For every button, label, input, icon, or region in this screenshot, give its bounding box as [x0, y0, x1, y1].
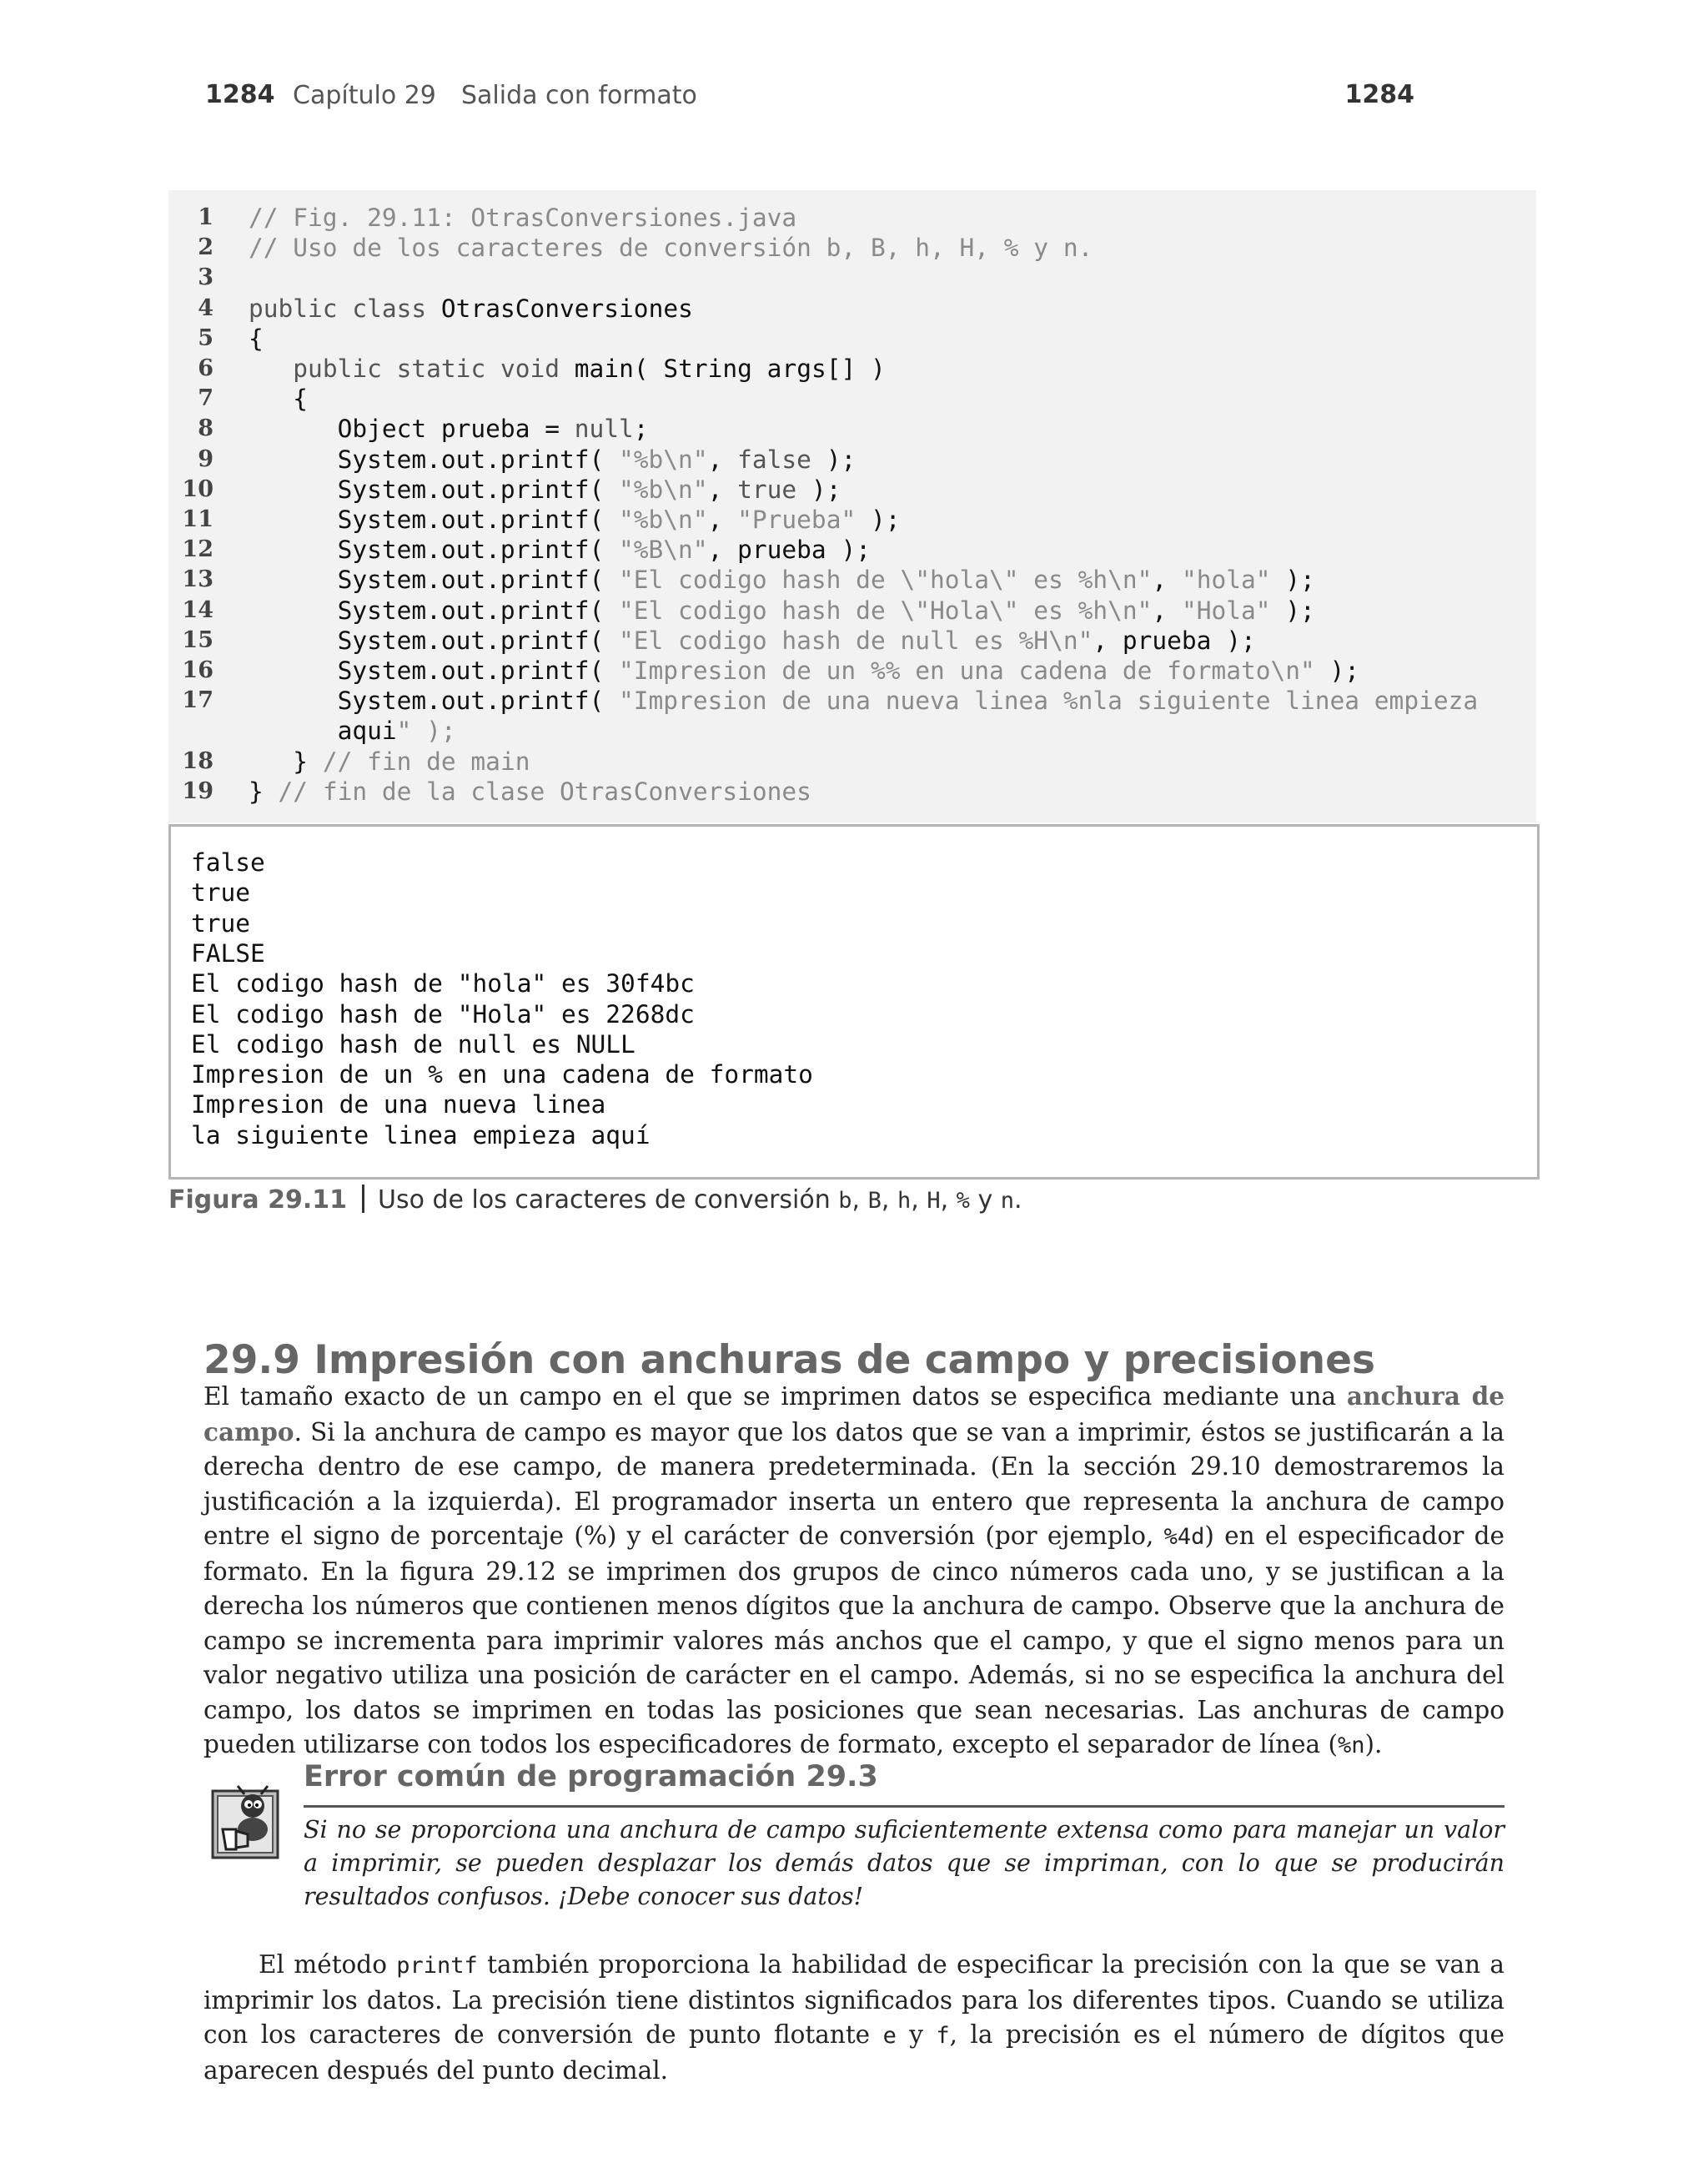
p2-code-printf: printf	[396, 1953, 478, 1979]
p2-text-a: El método	[259, 1950, 397, 1979]
code-text: System.out.printf( "El codigo hash de \"Hola\" es %h\n", "Hola" );	[249, 596, 1315, 625]
caption-period: .	[1014, 1185, 1022, 1215]
caption-text: Uso de los caracteres de conversión	[377, 1185, 839, 1215]
error-box-rule	[304, 1805, 1505, 1808]
code-text: System.out.printf( "El codigo hash de \"hola\" es %h\n", "hola" );	[249, 566, 1315, 595]
code-text: public static void main( String args[] )	[293, 355, 886, 383]
line-number: 14	[182, 596, 214, 623]
p2-code-e: e	[882, 2023, 897, 2049]
code-text: // Fig. 29.11: OtrasConversiones.java	[249, 204, 797, 232]
output-line: El codigo hash de "hola" es 30f4bc	[191, 969, 695, 998]
output-line: true	[191, 878, 251, 908]
code-listing	[168, 190, 1536, 822]
p2-text-b: también proporciona la habilidad de especificar la precisión con la que se van a imprimir los datos. La precisión tiene distintos significados para los diferentes tipos. Cuando se utiliza con los caracteres de conversión de punto flotante	[203, 1950, 1505, 2049]
error-box-title: Error común de programación 29.3	[304, 1760, 878, 1793]
bug-thumbs-down-icon	[211, 1783, 291, 1863]
output-line: true	[191, 908, 251, 938]
output-line: false	[191, 848, 265, 877]
caption-code-percent: %	[956, 1188, 970, 1214]
running-header	[205, 80, 1414, 120]
code-text: System.out.printf( "%b\n", "Prueba" );	[249, 506, 901, 534]
figure-caption: Figura 29.11 Uso de los caracteres de conversión b, B, h, H, % y n.	[168, 1185, 1022, 1215]
program-output	[168, 824, 1540, 1180]
code-text: public class OtrasConversiones	[249, 294, 693, 323]
line-number: 19	[182, 777, 214, 804]
line-number: 18	[182, 747, 214, 774]
code-text: {	[249, 385, 309, 414]
line-number: 7	[198, 385, 214, 412]
line-number: 3	[198, 264, 214, 291]
code-text: System.out.printf( "El codigo hash de null es %H\n", prueba );	[249, 626, 1256, 655]
p2-text-c: y	[896, 2020, 937, 2049]
code-text: } // fin de la clase OtrasConversiones	[249, 777, 811, 806]
line-number: 6	[198, 355, 214, 381]
line-number: 17	[182, 687, 214, 714]
line-number: 10	[182, 475, 214, 502]
caption-code-h: h	[897, 1188, 912, 1214]
term-field-width: anchura de campo	[203, 1381, 1505, 1446]
p1-code-4d: %4d	[1163, 1524, 1205, 1550]
error-box-text: Si no se proporciona una anchura de campo suficientemente extensa como para manejar un valor a imprimir, se pueden desplazar los demás datos que se impriman, con lo que se producirán resultados confusos. ¡Debe conocer sus datos!	[304, 1816, 1505, 1910]
code-text: System.out.printf( "%b\n", false );	[249, 445, 857, 474]
output-line: El codigo hash de null es NULL	[191, 1029, 635, 1059]
line-number: 8	[198, 415, 214, 442]
caption-separator	[362, 1185, 364, 1213]
page-number-right: 1284	[1344, 80, 1414, 109]
caption-y: y	[977, 1185, 993, 1215]
line-number: 13	[182, 566, 214, 593]
line-number: 4	[198, 294, 214, 321]
output-line: FALSE	[191, 938, 265, 968]
p1-text-c: ) en el especificador de formato. En la figura 29.12 se imprimen dos grupos de cinco números cada uno, y se justifican a la derecha los números que contienen menos dígitos que la anchura de campo. Observe que la anchura de campo se incrementa para imprimir valores más anchos que el campo, y que el signo menos para un valor negativo utiliza una posición de carácter en el campo. Además, si no se especifica la anchura del campo, los datos se imprimen en todas las posiciones que sean necesarias. Las anchuras de campo pueden utilizarse con todos los especificadores de formato, excepto el separador de línea (	[203, 1522, 1505, 1758]
section-paragraph-2	[203, 1948, 1505, 2088]
line-number: 15	[182, 626, 214, 653]
line-number: 1	[198, 204, 214, 230]
caption-code-b: b	[838, 1188, 852, 1214]
line-number: 12	[182, 536, 214, 563]
output-line: la siguiente linea empieza aquí	[191, 1120, 651, 1149]
caption-code-B: B	[867, 1188, 882, 1214]
code-text: aqui" );	[249, 717, 456, 746]
p2-text-d: , la precisión es el número de dígitos que aparecen después del punto decimal.	[203, 2020, 1505, 2085]
output-line: Impresion de un % en una cadena de formato	[191, 1060, 813, 1089]
p1-text-d: ).	[1364, 1730, 1383, 1758]
section-paragraph-1	[203, 1379, 1505, 1763]
page-number-left: 1284	[205, 80, 275, 109]
caption-code-n: n	[1000, 1188, 1015, 1214]
line-number: 5	[198, 324, 214, 351]
p2-code-f: f	[936, 2023, 950, 2049]
chapter-label: Capítulo 29	[293, 81, 436, 110]
line-number: 16	[182, 657, 214, 683]
figure-label: Figura 29.11	[168, 1185, 347, 1215]
output-line: Impresion de una nueva linea	[191, 1090, 606, 1119]
p1-text-a: El tamaño exacto de un campo en el que se imprimen datos se especifica mediante una	[203, 1382, 1347, 1411]
p1-code-n: %n	[1338, 1733, 1365, 1758]
code-text: Object prueba = null;	[249, 415, 649, 444]
output-line: El codigo hash de "Hola" es 2268dc	[191, 999, 695, 1029]
p1-text-b: . Si la anchura de campo es mayor que los datos que se van a imprimir, éstos se justificarán a la derecha dentro de ese campo, de manera predeterminada. (En la sección 29.10 demostraremos la justificación a la izquierda). El programador inserta un entero que representa la anchura de campo entre el signo de porcentaje (%) y el carácter de conversión (por ejemplo,	[203, 1417, 1505, 1550]
code-text: // Uso de los caracteres de conversión b, B, h, H, % y n.	[249, 234, 1093, 263]
line-number: 9	[198, 445, 214, 472]
code-text: System.out.printf( "Impresion de una nueva linea %nla siguiente linea empieza	[249, 687, 1479, 716]
section-heading: 29.9 Impresión con anchuras de campo y precisiones	[203, 1337, 1375, 1383]
code-text: System.out.printf( "%b\n", true );	[249, 475, 841, 504]
caption-code-H: H	[927, 1188, 941, 1214]
code-text: } // fin de main	[249, 747, 530, 776]
code-text: System.out.printf( "%B\n", prueba );	[249, 536, 871, 565]
line-number: 2	[198, 234, 214, 261]
chapter-title: Salida con formato	[461, 81, 697, 110]
code-text: {	[249, 324, 264, 353]
line-number: 11	[182, 506, 214, 532]
code-text: System.out.printf( "Impresion de un %% en una cadena de formato\n" );	[249, 656, 1360, 685]
